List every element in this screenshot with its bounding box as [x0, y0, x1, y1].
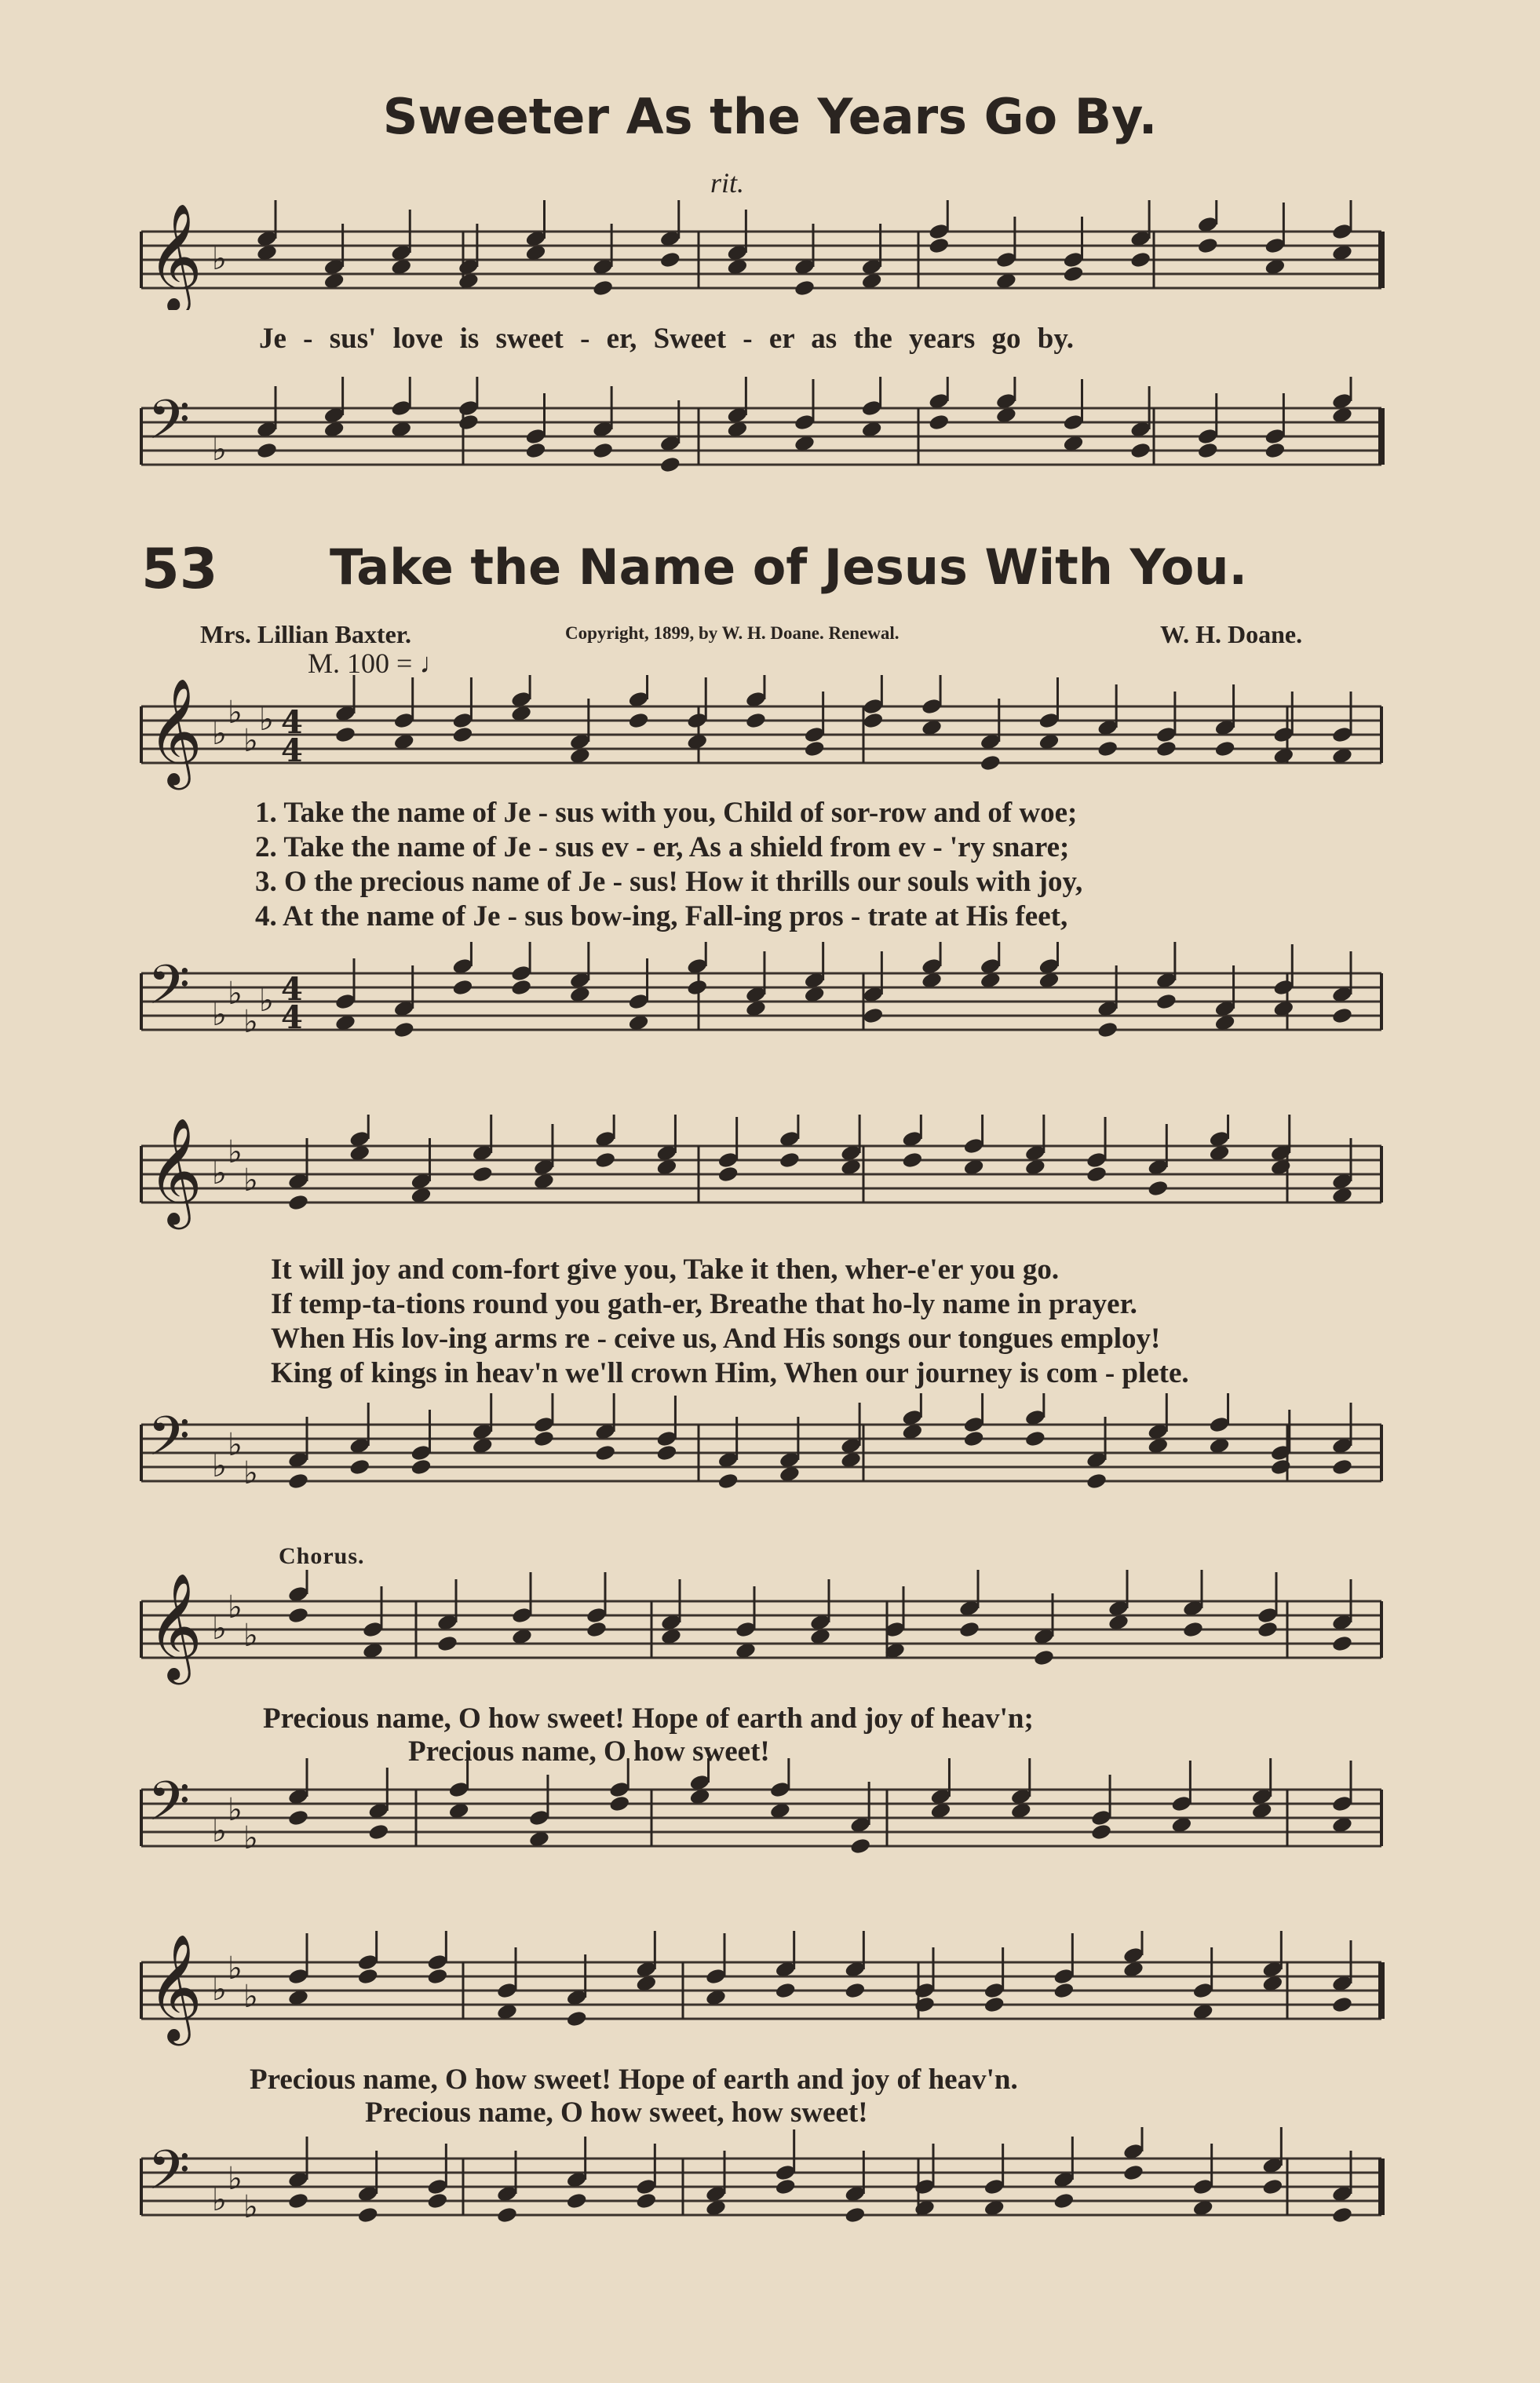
note-heads [256, 200, 1353, 297]
staff-lines [141, 1146, 1381, 1202]
staff-lines [141, 973, 1381, 1030]
flat-sign-icon: ♭ [243, 2189, 258, 2225]
flat-sign-icon: ♭ [228, 1134, 243, 1170]
flat-sign-icon: ♭ [228, 976, 243, 1012]
staff-lines [141, 1425, 1381, 1481]
hymn1-title: Sweeter As the Years Go By. [382, 88, 1158, 145]
time-signature-bottom: 4 [281, 999, 303, 1036]
note-heads [287, 1931, 1353, 2028]
chorus2-bass-staff [133, 2127, 1397, 2276]
note-heads [334, 942, 1353, 1039]
chorus-line2: Precious name, O how sweet! Hope of earth and joy of heav'n. [250, 2064, 1018, 2096]
flat-sign-icon: ♭ [228, 1951, 243, 1987]
treble-clef-icon: 𝄞 [148, 1116, 203, 1224]
flat-sign-icon: ♭ [228, 1792, 243, 1828]
flat-sign-icon: ♭ [243, 1979, 258, 2015]
flat-sign-icon: ♭ [228, 1589, 243, 1626]
treble-clef-icon: 𝄞 [148, 202, 203, 310]
system2-bass-staff [133, 1393, 1397, 1542]
treble-clef-icon: 𝄞 [148, 677, 203, 785]
flat-sign-icon: ♭ [228, 2161, 243, 2197]
verse2-line2: If temp-ta-tions round you gath-er, Breathe that ho-ly name in prayer. [271, 1288, 1137, 1320]
ritardando-mark: rit. [710, 167, 745, 199]
staff-lines [141, 1790, 1381, 1846]
time-signature-top: 4 [281, 704, 303, 741]
chorus-label: Chorus. [279, 1543, 365, 1569]
chorus-echo2: Precious name, O how sweet, how sweet! [365, 2097, 868, 2129]
flat-sign-icon: ♭ [243, 1004, 258, 1040]
verse2-line1: 2. Take the name of Je - sus ev - er, As a shield from ev - 'ry snare; [255, 831, 1070, 863]
verse4-line1: 4. At the name of Je - sus bow-ing, Fall-ing pros - trate at His feet, [255, 900, 1068, 932]
verse1-line2: It will joy and com-fort give you, Take it then, wher-e'er you go. [271, 1254, 1060, 1286]
hymn1-bass-staff [133, 377, 1397, 510]
note-heads [287, 1758, 1353, 1856]
flat-sign-icon: ♭ [243, 1820, 258, 1856]
bass-clef-icon: 𝄢 [148, 388, 191, 465]
metronome-mark: M. 100 = ♩ [308, 648, 448, 679]
chorus-echo1: Precious name, O how sweet! [408, 1735, 770, 1768]
chorus2-treble-staff [133, 1931, 1397, 2056]
chorus1-bass-staff [133, 1758, 1397, 1899]
chorus1-treble-staff [133, 1570, 1397, 1695]
flat-sign-icon: ♭ [243, 723, 258, 759]
verse3-line1: 3. O the precious name of Je - sus! How it thrills our souls with joy, [255, 866, 1083, 898]
time-signature-bottom: 4 [281, 732, 303, 769]
hymn1-treble-staff [133, 200, 1397, 310]
flat-sign-icon: ♭ [212, 716, 227, 752]
flat-sign-icon: ♭ [212, 432, 227, 468]
flat-sign-icon: ♭ [259, 983, 274, 1019]
flat-sign-icon: ♭ [243, 1618, 258, 1654]
verse3-line2: When His lov-ing arms re - ceive us, And His songs our tongues employ! [271, 1323, 1161, 1355]
flat-sign-icon: ♭ [212, 1155, 227, 1192]
flat-sign-icon: ♭ [228, 695, 243, 731]
bass-clef-icon: 𝄢 [148, 953, 191, 1030]
flat-sign-icon: ♭ [212, 241, 227, 277]
flat-sign-icon: ♭ [228, 1427, 243, 1463]
copyright-notice: Copyright, 1899, by W. H. Doane. Renewal. [565, 623, 900, 643]
time-signature-top: 4 [281, 971, 303, 1008]
note-heads [256, 377, 1353, 474]
verses-part1 [255, 796, 1082, 934]
flat-sign-icon: ♭ [212, 1448, 227, 1484]
verses-part2 [271, 1253, 1189, 1391]
note-heads [287, 1393, 1353, 1491]
flat-sign-icon: ♭ [212, 997, 227, 1033]
flat-sign-icon: ♭ [212, 2182, 227, 2218]
verse4-line2: King of kings in heav'n we'll crown Him, When our journey is com - plete. [271, 1357, 1189, 1389]
note-heads [287, 1570, 1353, 1667]
hymn-number: 53 [141, 537, 218, 601]
system1-bass-staff [133, 942, 1397, 1091]
bass-clef-icon: 𝄢 [148, 1404, 191, 1481]
flat-sign-icon: ♭ [212, 1813, 227, 1849]
treble-clef-icon: 𝄞 [148, 1571, 203, 1680]
hymn1-lyric: Je - sus' love is sweet - er, Sweet - er as the years go by. [259, 323, 1075, 355]
flat-sign-icon: ♭ [259, 702, 274, 738]
system2-treble-staff [133, 1115, 1397, 1240]
flat-sign-icon: ♭ [212, 1611, 227, 1647]
flat-sign-icon: ♭ [212, 1972, 227, 2008]
author-credit: Mrs. Lillian Baxter. [200, 620, 412, 648]
note-heads [287, 1115, 1353, 1212]
chorus-line1: Precious name, O how sweet! Hope of earth and joy of heav'n; [263, 1702, 1034, 1735]
flat-sign-icon: ♭ [243, 1455, 258, 1491]
verse1-line1: 1. Take the name of Je - sus with you, Child of sor-row and of woe; [255, 797, 1078, 829]
flat-sign-icon: ♭ [243, 1162, 258, 1199]
note-heads [334, 675, 1353, 772]
note-heads [287, 2127, 1353, 2224]
system1-treble-staff [133, 675, 1397, 801]
bass-clef-icon: 𝄢 [148, 1769, 191, 1846]
hymn2-title: Take the Name of Jesus With You. [330, 538, 1248, 596]
composer-credit: W. H. Doane. [1160, 620, 1303, 648]
treble-clef-icon: 𝄞 [148, 1932, 203, 2041]
bass-clef-icon: 𝄢 [148, 2138, 191, 2215]
